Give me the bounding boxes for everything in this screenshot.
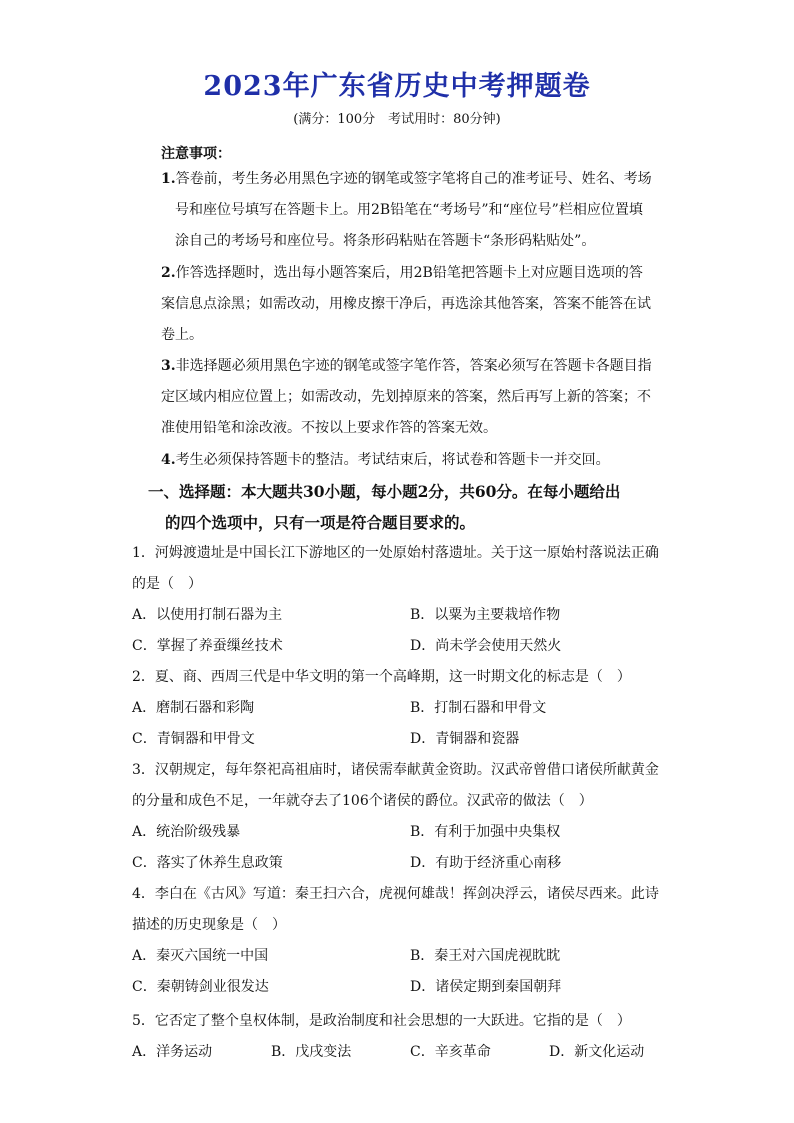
question-line: 1．河姆渡遗址是中国长江下游地区的一处原始村落遗址。关于这一原始村落说法正确 [132, 545, 659, 561]
option-c[interactable]: C．秦朝铸剑业很发达 [132, 979, 269, 995]
option-a[interactable]: A．洋务运动 [132, 1044, 213, 1060]
question-line: 4．李白在《古风》写道：秦王扫六合，虎视何雄哉！挥剑决浮云，诸侯尽西来。此诗 [132, 886, 659, 902]
notice-line: 卷上。 [161, 327, 203, 343]
option-a[interactable]: A．统治阶级残暴 [132, 824, 241, 840]
option-a[interactable]: A．以使用打制石器为主 [132, 607, 283, 623]
option-c[interactable]: C．掌握了养蚕缫丝技术 [132, 638, 283, 654]
option-d[interactable]: D．有助于经济重心南移 [410, 855, 562, 871]
page-title: 2023年广东省历史中考押题卷 [203, 71, 591, 102]
question-1-options-row-2 [132, 631, 672, 662]
question-line: 描述的历史现象是（ ） [132, 917, 286, 933]
notice-number: 1. [161, 171, 176, 187]
notice-line: 案信息点涂黑；如需改动，用橡皮擦干净后，再选涂其他答案，答案不能答在试 [161, 296, 651, 312]
question-3 [132, 755, 664, 817]
question-2-options-row-2 [132, 724, 672, 755]
question-4-options-row-1 [132, 941, 672, 972]
notice-line: 准使用铅笔和涂改液。不按以上要求作答的答案无效。 [161, 420, 497, 436]
option-c[interactable]: C．青铜器和甲骨文 [132, 731, 255, 747]
option-b[interactable]: B．打制石器和甲骨文 [410, 700, 547, 716]
notice-line: 号和座位号填写在答题卡上。用2B铅笔在“考场号”和“座位号”栏相应位置填 [175, 202, 643, 218]
option-a[interactable]: A．秦灭六国统一中国 [132, 948, 269, 964]
notice-line: 作答选择题时，选出每小题答案后，用2B铅笔把答题卡上对应题目选项的答 [175, 265, 643, 281]
notice-number: 2. [161, 265, 176, 281]
option-b[interactable]: B．以粟为主要栽培作物 [410, 607, 561, 623]
question-4 [132, 879, 664, 941]
option-d[interactable]: D．诸侯定期到秦国朝拜 [410, 979, 562, 995]
question-line: 2．夏、商、西周三代是中华文明的第一个高峰期，这一时期文化的标志是（ ） [132, 669, 631, 685]
option-b[interactable]: B．有利于加强中央集权 [410, 824, 561, 840]
question-4-options-row-2 [132, 972, 672, 1003]
option-b[interactable]: B．秦王对六国虎视眈眈 [410, 948, 561, 964]
page-subtitle: (满分：100分 考试用时：80分钟) [293, 112, 501, 127]
notice-item-3 [161, 351, 661, 444]
option-b[interactable]: B．戊戌变法 [271, 1044, 352, 1060]
question-5-options-row [132, 1037, 672, 1068]
notice-line: 答卷前，考生务必用黑色字迹的钢笔或签字笔将自己的准考证号、姓名、考场 [175, 171, 652, 187]
notice-item-2 [161, 258, 661, 351]
notice-number: 3. [161, 358, 176, 374]
option-d[interactable]: D．青铜器和瓷器 [410, 731, 520, 747]
question-2 [132, 662, 664, 693]
notice-line: 考生必须保持答题卡的整洁。考试结束后，将试卷和答题卡一并交回。 [175, 452, 610, 468]
notice-number: 4. [161, 452, 176, 468]
question-3-options-row-1 [132, 817, 672, 848]
question-line: 的分量和成色不足，一年就夺去了106个诸侯的爵位。汉武帝的做法（ ） [132, 793, 593, 809]
option-c[interactable]: C．辛亥革命 [410, 1044, 491, 1060]
question-line: 的是（ ） [132, 576, 202, 592]
question-2-options-row-1 [132, 693, 672, 724]
section-line-1: 一、选择题：本大题共30小题，每小题2分，共60分。在每小题给出 [148, 482, 621, 501]
notice-item-1 [161, 164, 661, 257]
option-c[interactable]: C．落实了休养生息政策 [132, 855, 283, 871]
option-d[interactable]: D．尚未学会使用天然火 [410, 638, 562, 654]
question-1 [132, 538, 664, 600]
question-3-options-row-2 [132, 848, 672, 879]
section-line-2: 的四个选项中，只有一项是符合题目要求的。 [165, 513, 476, 532]
question-line: 5．它否定了整个皇权体制，是政治制度和社会思想的一大跃进。它指的是（ ） [132, 1013, 631, 1029]
notice-line: 非选择题必须用黑色字迹的钢笔或签字笔作答，答案必须写在答题卡各题目指 [175, 358, 652, 374]
question-1-options-row-1 [132, 600, 672, 631]
question-line: 3．汉朝规定，每年祭祀高祖庙时，诸侯需奉献黄金资助。汉武帝曾借口诸侯所献黄金 [132, 762, 659, 778]
notice-heading: 注意事项： [161, 146, 231, 162]
option-a[interactable]: A．磨制石器和彩陶 [132, 700, 255, 716]
section-heading [148, 476, 658, 538]
notice-line: 定区域内相应位置上；如需改动，先划掉原来的答案，然后再写上新的答案；不 [161, 389, 651, 405]
option-d[interactable]: D．新文化运动 [549, 1044, 645, 1060]
notice-item-4 [161, 445, 661, 476]
notice-line: 涂自己的考场号和座位号。将条形码粘贴在答题卡“条形码粘贴处”。 [175, 233, 596, 249]
question-5 [132, 1006, 664, 1037]
